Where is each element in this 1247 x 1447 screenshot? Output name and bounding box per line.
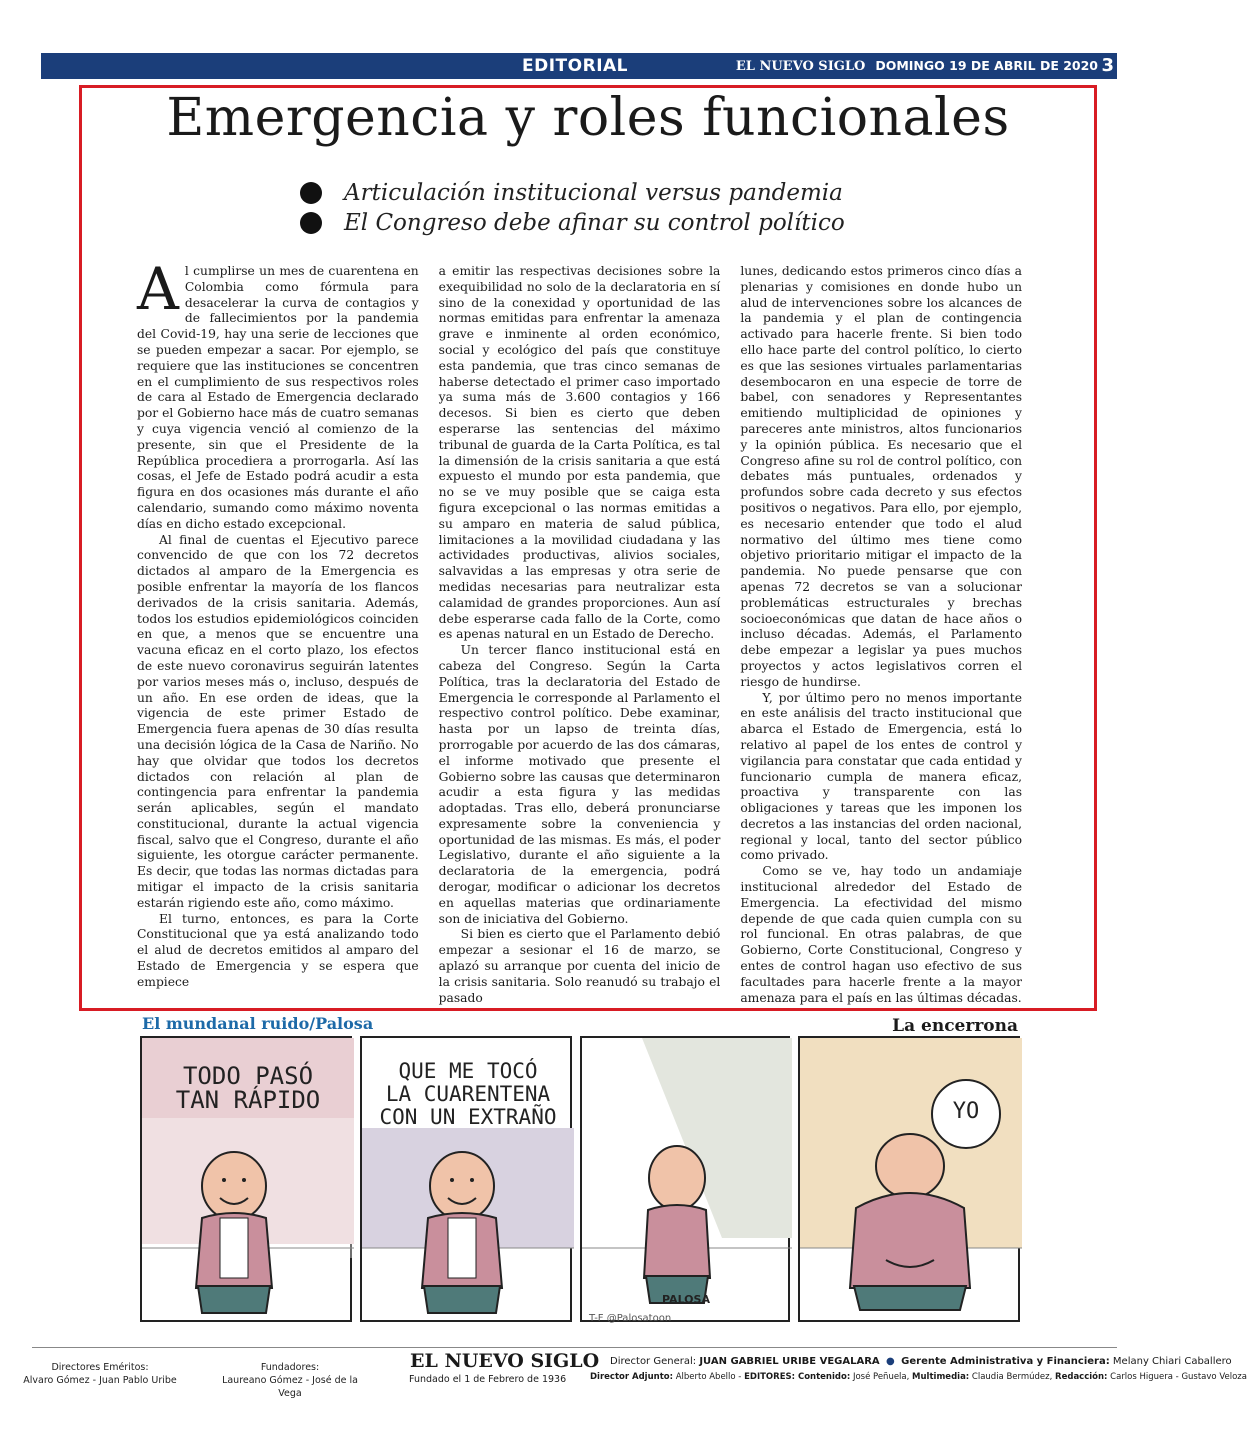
label: EDITORES: Contenido: bbox=[744, 1372, 851, 1382]
directores-names: Alvaro Gómez - Juan Pablo Uribe bbox=[23, 1375, 177, 1386]
separator-dot: ● bbox=[882, 1356, 898, 1367]
jacket bbox=[644, 1205, 710, 1278]
fundadores-label: Fundadores: bbox=[260, 1362, 320, 1373]
head bbox=[202, 1152, 266, 1220]
speech-text-4: YO bbox=[952, 1099, 980, 1124]
pants bbox=[424, 1286, 500, 1313]
comic-title: La encerrona bbox=[892, 1016, 1018, 1036]
gerente: Melany Chiari Caballero bbox=[1112, 1356, 1232, 1367]
subhead-text: Articulación institucional versus pandemia bbox=[344, 180, 843, 206]
artist-signature: PALOSA bbox=[662, 1293, 710, 1306]
staff-line-1 bbox=[610, 1356, 1232, 1367]
head bbox=[430, 1152, 494, 1220]
directores-label: Directores Eméritos: bbox=[51, 1362, 149, 1373]
section-title: EDITORIAL bbox=[522, 56, 629, 76]
directores-block bbox=[20, 1361, 180, 1387]
character bbox=[644, 1146, 710, 1303]
paragraph: a emitir las respectivas decisiones sobre la exequibilidad no solo de la declaratoria en sí sino de la conexidad y oportunidad de las normas emitidas para enfrentar la amenaza grave e inminente al orden económico, social y ecológico del país que constituye esta pandemia, que tras cinco semanas de haberse detectado el primer caso importado ya suma más de 3.600 contagios y 166 decesos. Si bien es cierto que deben esperarse las sentencias del máximo tribunal de guarda de la Carta Política, es tal la dimensión de la crisis sanitaria a que está expuesto el mundo por esta pandemia, que no se ve muy posible que se caiga esta figura excepcional o las normas emitidas a su amparo en materia de salud pública, limitaciones a la movilidad ciudadana y las actividades productivas, alivios sociales, salvavidas a las empresas y otra serie de medidas necesarias para neutralizar esta calamidad de grandes proporciones. Aun así debe esperarse cada fallo de la Corte, como es apenas natural en un Estado de Derecho. bbox=[438, 264, 721, 642]
director-adjunto: Alberto Abello bbox=[675, 1372, 736, 1382]
paragraph-text: l cumplirse un mes de cuarentena en Colombia como fórmula para desacelerar la curva de contagios y de fallecimientos por la pandemia del Covid-19, hay una serie de lecciones que se pueden empezar a sacar. Por ejemplo, se requiere que las instituciones se concentren en el cumplimiento de sus respectivos roles de cara al Estado de Emergencia declarado por el Gobierno hace más de cuatro semanas y cuya vigencia venció al comienzo de la presente, sin que el Presidente de la República procediera a prorrogarla. Así las cosas, el Jefe de Estado podrá acudir a esta figura en dos ocasiones más durante el año calendario, sumando como máximo noventa días en dicho estado excepcional. bbox=[137, 264, 419, 531]
speech-line: QUE ME TOCÓ bbox=[398, 1059, 538, 1083]
article-headline: Emergencia y roles funcionales bbox=[166, 88, 1010, 148]
panel-4-drawing bbox=[800, 1038, 1022, 1324]
article-column-1 bbox=[137, 255, 419, 994]
editor-contenido: José Peñuela, bbox=[852, 1372, 910, 1382]
label: Director Adjunto: bbox=[590, 1372, 673, 1382]
comic-panel-2 bbox=[360, 1036, 572, 1322]
comic-strip bbox=[140, 1036, 1020, 1322]
fundadores-block bbox=[210, 1361, 370, 1400]
subhead-2 bbox=[300, 210, 845, 236]
paragraph: lunes, dedicando estos primeros cinco días a plenarias y comisiones en donde hubo un alud de intervenciones sobre los alcances de la pandemia y el plan de contingencia activado para hacerle frente. Si bien todo ello hace parte del control político, lo cierto es que las sesiones virtuales parlamentarias desembocaron en una especie de torre de babel, con senadores y Representantes emitiendo multiplicidad de opiniones y pareceres ante ministros, altos funcionarios y la opinión pública. Es necesario que el Congreso afine su rol de control político, con debates más puntuales, ordenados y profundos sobre cada decreto y sus efectos positivos o negativos. Para ello, por ejemplo, es necesario entender que todo el alud normativo del último mes tiene como objetivo prioritario mitigar el impacto de la pandemia. No puede pensarse que con apenas 72 decretos se van a solucionar problemáticas estructurales y brechas socioeconómicas que datan de hace años o incluso décadas. Además, el Parlamento debe empezar a legislar ya pues muchos proyectos y actos legislativos corren el riesgo de hundirse. bbox=[740, 264, 1023, 689]
speech-text-1 bbox=[152, 1064, 344, 1112]
comic-panel-1 bbox=[140, 1036, 352, 1322]
speech-line: LA CUARENTENA bbox=[385, 1082, 551, 1106]
footer-logo: EL NUEVO SIGLO bbox=[410, 1350, 600, 1372]
speech-line: CON UN EXTRAÑO bbox=[379, 1105, 557, 1129]
newspaper-name: EL NUEVO SIGLO bbox=[735, 59, 866, 74]
comic-panel-3 bbox=[580, 1036, 790, 1322]
jacket bbox=[850, 1193, 970, 1288]
director-general: JUAN GABRIEL URIBE VEGALARA bbox=[699, 1356, 880, 1367]
pants bbox=[854, 1286, 966, 1310]
speech-line: TAN RÁPIDO bbox=[175, 1086, 321, 1114]
subhead-text: El Congreso debe afinar su control político bbox=[344, 210, 845, 236]
staff-line-2: Director Adjunto: Alberto Abello - EDITORES: Contenido: José Peñuela, Multimedia: Claudia Bermúdez, Redacción: Carlos Higuera - Gustavo Veloza bbox=[590, 1372, 1247, 1382]
article-body bbox=[137, 255, 1023, 1005]
comic-credit: T-F @Palosatoon bbox=[589, 1313, 672, 1324]
paragraph: El turno, entonces, es para la Corte Constitucional que ya está analizando todo el alud de decretos emitidos al amparo del Estado de Emergencia y se espera que empiece bbox=[137, 911, 419, 989]
head bbox=[649, 1146, 705, 1210]
character bbox=[422, 1152, 502, 1313]
paragraph: Y, por último pero no menos importante en este análisis del tracto institucional que abarca el Estado de Emergencia, está lo relativo al papel de los entes de control y vigilancia para constatar que cada entidad y funcionario cumpla de manera eficaz, proactiva y transparente con las obligaciones y tareas que les imponen los decretos a las instancias del orden nacional, regional y local, tanto del sector público como privado. bbox=[740, 690, 1023, 863]
label: Gerente Administrativa y Financiera: bbox=[901, 1356, 1110, 1367]
subhead-1 bbox=[300, 180, 845, 206]
label: Director General: bbox=[610, 1356, 697, 1367]
head bbox=[876, 1134, 944, 1198]
article-column-3 bbox=[740, 264, 1023, 1005]
editor-redaccion: Carlos Higuera - Gustavo Veloza bbox=[1110, 1372, 1247, 1382]
paragraph: Como se ve, hay todo un andamiaje institucional alrededor del Estado de Emergencia. La efectividad del mismo depende de que cada quien cumpla con su rol funcional. En otras palabras, de que Gobierno, Corte Constitucional, Congreso y entes de control hagan uso efectivo de sus facultades para hacerle frente a la mayor amenaza para el país en las últimas décadas. bbox=[740, 864, 1023, 1005]
article-column-2 bbox=[438, 264, 721, 1005]
fundadores-names: Laureano Gómez - José de la Vega bbox=[222, 1375, 358, 1399]
comic-panel-4 bbox=[798, 1036, 1020, 1322]
paragraph: Al final de cuentas el Ejecutivo parece convencido de que con los 72 decretos dictados al amparo de la Emergencia es posible enfrentar la mayoría de los flancos derivados de la crisis sanitaria. Además, todos los estudios epidemiológicos coinciden en que, a menos que se encuentre una vacuna eficaz en el corto plazo, los efectos de este nuevo coronavirus seguirán latentes por varios meses más o, incluso, después de un año. En ese orden de ideas, que la vigencia de este primer Estado de Emergencia fuera apenas de 30 días resulta una decisión lógica de la Casa de Nariño. No hay que olvidar que todos los decretos dictados con relación al plan de contingencia para enfrentar la pandemia serán aplicables, según el mandato constitucional, durante la actual vigencia fiscal, salvo que el Congreso, durante el año siguiente, les otorgue carácter permanente. Es decir, que todas las normas dictadas para mitigar el impacto de la crisis sanitaria estarán rigiendo este año, como máximo. bbox=[137, 532, 419, 910]
panel-3-drawing bbox=[582, 1038, 792, 1324]
label: Redacción: bbox=[1055, 1372, 1108, 1382]
bullet-icon bbox=[300, 212, 322, 234]
comic-strip-title: El mundanal ruido/Palosa bbox=[142, 1014, 374, 1033]
character bbox=[196, 1152, 272, 1313]
paragraph: Si bien es cierto que el Parlamento debió empezar a sesionar el 16 de marzo, se aplazó su arranque por cuenta del inicio de la crisis sanitaria. Solo reanudó su trabajo el pasado bbox=[438, 927, 721, 1005]
label: Multimedia: bbox=[912, 1372, 970, 1382]
speech-text-2 bbox=[368, 1060, 568, 1129]
founded-text: Fundado el 1 de Febrero de 1936 bbox=[409, 1374, 567, 1385]
issue-date: DOMINGO 19 DE ABRIL DE 2020 bbox=[875, 58, 1098, 73]
paragraph bbox=[137, 255, 419, 533]
editor-multimedia: Claudia Bermúdez, bbox=[971, 1372, 1053, 1382]
header-info bbox=[736, 58, 1098, 74]
speech-line: TODO PASÓ bbox=[182, 1062, 314, 1090]
article-subheads bbox=[300, 180, 845, 240]
page-number: 3 bbox=[1101, 55, 1114, 76]
bullet-icon bbox=[300, 182, 322, 204]
paragraph: Un tercer flanco institucional está en cabeza del Congreso. Según la Carta Política, tras la declaratoria del Estado de Emergencia le corresponde al Parlamento el respectivo control político. Debe examinar, hasta por un lapso de treinta días, prorrogable por acuerdo de las dos cámaras, el informe motivado que presente el Gobierno sobre las causas que determinaron acudir a esta figura y las medidas adoptadas. Tras ello, deberá pronunciarse expresamente sobre la conveniencia y oportunidad de las mismas. Es más, el poder Legislativo, durante el año siguiente a la declaratoria de la emergencia, podrá derogar, modificar o adicionar los decretos en aquellas materias que ordinariamente son de iniciativa del Gobierno. bbox=[438, 643, 721, 926]
drop-cap: A bbox=[137, 255, 179, 323]
pants bbox=[198, 1286, 270, 1313]
footer-divider bbox=[32, 1347, 1117, 1348]
